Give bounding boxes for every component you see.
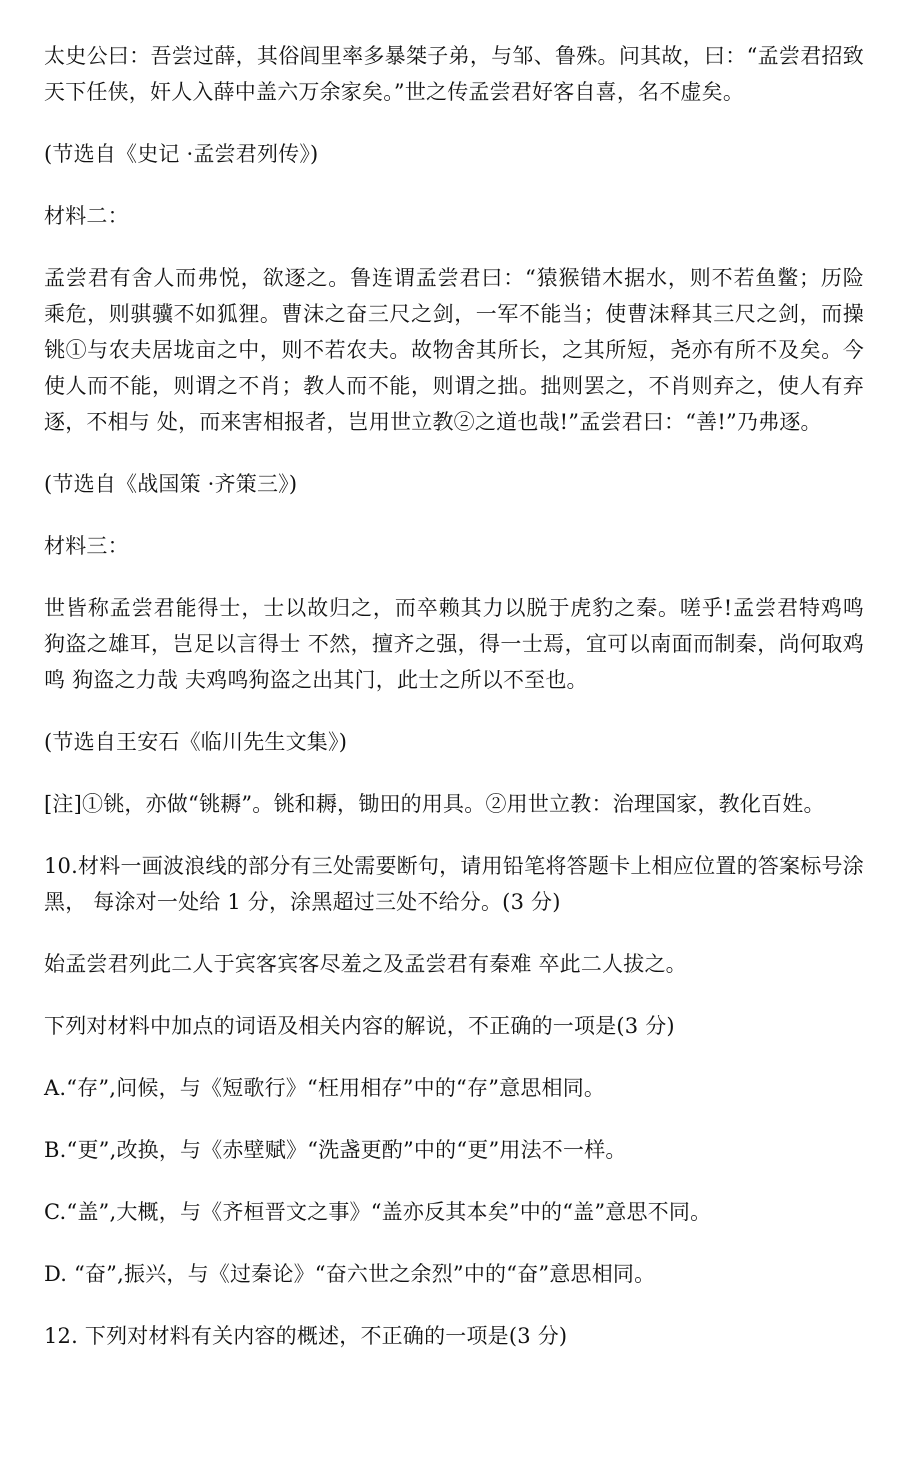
option-d: D. “奋”,振兴，与《过秦论》“奋六世之余烈”中的“奋”意思相同。 [44,1262,656,1286]
paragraph-material-two: 孟尝君有舍人而弗悦，欲逐之。鲁连谓孟尝君曰：“猿猴错木据水，则不若鱼鳖；历险 乘危，则骐骥不如狐狸。曹沫之奋三尺之剑，一军不能当；使曹沫释其三尺之剑，而操铫①与农夫居垅亩之中，则不若农夫。故物舍其所长，之其所短，尧亦有所不及矣。今使人而不能，则谓之不肖；教人而不能，则谓之拙。拙则罢之，不肖则弃之，使人有弃逐，不相与 处，而来害相报者，岂用世立教②之道也哉!”孟尝君曰：“善!”乃弗逐。 [44,266,864,434]
question-11-stem: 下列对材料中加点的词语及相关内容的解说，不正确的一项是(3 分) [44,1014,675,1038]
footnote: [注]①铫，亦做“铫耨”。铫和耨，锄田的用具。②用世立教：治理国家，教化百姓。 [44,792,825,816]
source-note-linchuan: (节选自王安石《临川先生文集》) [44,730,348,754]
document-body [44,38,864,1354]
heading-material-three: 材料三： [44,534,129,558]
option-a: A.“存”,问候，与《短歌行》“枉用相存”中的“存”意思相同。 [44,1076,606,1100]
source-note-shiji: (节选自《史记 ·孟尝君列传》) [44,142,319,166]
question-12-stem: 12. 下列对材料有关内容的概述，不正确的一项是(3 分) [44,1324,568,1348]
question-10: 10.材料一画波浪线的部分有三处需要断句，请用铅笔将答题卡上相应位置的答案标号涂黑， 每涂对一处给 1 分，涂黑超过三处不给分。(3 分) [44,854,864,914]
heading-material-two: 材料二： [44,204,129,228]
question-10-passage: 始孟尝君列此二人于宾客宾客尽羞之及孟尝君有秦难 卒此二人拔之。 [44,952,687,976]
source-note-zhanguoce: (节选自《战国策 ·齐策三》) [44,472,298,496]
paragraph-taishigong: 太史公曰：吾尝过薛，其俗闾里率多暴桀子弟，与邹、鲁殊。问其故，曰：“孟尝君招致天下任侠，奸人入薛中盖六万余家矣。”世之传孟尝君好客自喜，名不虚矣。 [44,44,864,104]
option-c: C.“盖”,大概，与《齐桓晋文之事》“盖亦反其本矣”中的“盖”意思不同。 [44,1200,712,1224]
option-b: B.“更”,改换，与《赤壁赋》“洗盏更酌”中的“更”用法不一样。 [44,1138,627,1162]
paragraph-material-three: 世皆称孟尝君能得士，士以故归之，而卒赖其力以脱于虎豹之秦。嗟乎!孟尝君特鸡鸣 狗盗之雄耳，岂足以言得士 不然，擅齐之强，得一士焉，宜可以南面而制秦，尚何取鸡鸣 狗盗之力哉 夫鸡鸣狗盗之出其门，此士之所以不至也。 [44,596,864,692]
